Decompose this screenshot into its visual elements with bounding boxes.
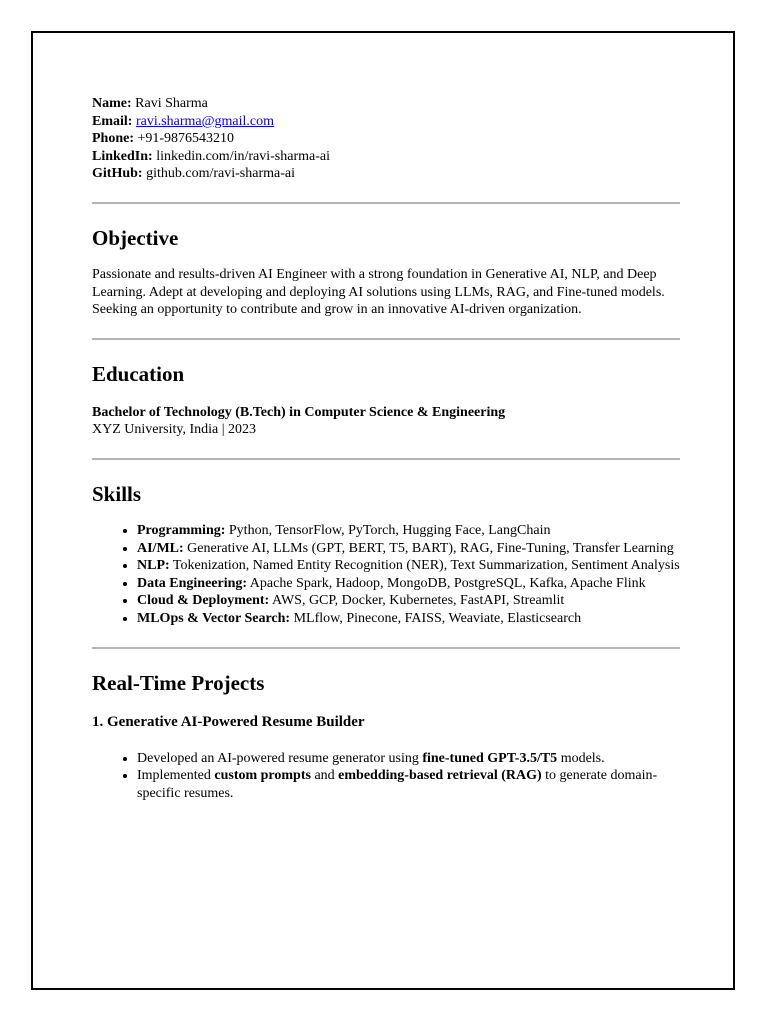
contact-name bbox=[92, 95, 680, 113]
resume-content bbox=[92, 95, 680, 802]
skill-text: Python, TensorFlow, PyTorch, Hugging Face, LangChain bbox=[225, 522, 551, 538]
contact-github bbox=[92, 165, 680, 183]
skill-item bbox=[137, 557, 680, 575]
project-bullet bbox=[137, 767, 680, 802]
skill-label: Data Engineering: bbox=[137, 575, 248, 591]
skill-label: NLP: bbox=[137, 558, 170, 574]
education-degree: Bachelor of Technology (B.Tech) in Computer Science & Engineering bbox=[92, 404, 506, 420]
education-details: XYZ University, India | 2023 bbox=[92, 422, 257, 438]
divider bbox=[92, 202, 680, 204]
skill-text: AWS, GCP, Docker, Kubernetes, FastAPI, Streamlit bbox=[269, 593, 565, 609]
contact-phone bbox=[92, 130, 680, 148]
skill-item bbox=[137, 592, 680, 610]
resume-page bbox=[31, 31, 735, 990]
education-section bbox=[92, 361, 680, 439]
contact-linkedin bbox=[92, 148, 680, 166]
phone-label: Phone: bbox=[92, 131, 134, 147]
skill-label: Programming: bbox=[137, 522, 226, 538]
name-value: Ravi Sharma bbox=[135, 96, 208, 111]
contact-email bbox=[92, 113, 680, 131]
projects-section bbox=[92, 670, 680, 803]
bullet-text: to generate domain-specific resumes. bbox=[137, 768, 658, 801]
skill-label: MLOps & Vector Search: bbox=[137, 610, 291, 626]
linkedin-value: linkedin.com/in/ravi-sharma-ai bbox=[156, 148, 330, 164]
project-bullet bbox=[137, 750, 680, 768]
objective-text: Passionate and results-driven AI Engineer with a strong foundation in Generative AI, NLP, and Deep Learning. Adept at developing and deploying AI solutions using LLMs, RAG, and Fine-tuned models. Seeking an opportunity to contribute and grow in an innovative AI-driven organization. bbox=[92, 266, 665, 318]
bullet-text: Implemented bbox=[137, 768, 215, 784]
objective-heading: Objective bbox=[92, 225, 179, 250]
skill-item bbox=[137, 522, 680, 540]
divider bbox=[92, 338, 680, 340]
skill-item bbox=[137, 540, 680, 558]
education-heading: Education bbox=[92, 361, 185, 386]
project-bullets bbox=[92, 750, 680, 803]
divider bbox=[92, 458, 680, 460]
skill-text: Tokenization, Named Entity Recognition (NER), Text Summarization, Sentiment Analysis bbox=[169, 558, 680, 574]
objective-section bbox=[92, 225, 680, 319]
bullet-text: models. bbox=[557, 750, 605, 766]
github-value: github.com/ravi-sharma-ai bbox=[146, 166, 295, 182]
skills-list bbox=[92, 522, 680, 628]
bullet-text: Developed an AI-powered resume generator using bbox=[137, 750, 423, 766]
skills-section bbox=[92, 481, 680, 628]
project-title: 1. Generative AI-Powered Resume Builder bbox=[92, 713, 365, 730]
skill-text: Apache Spark, Hadoop, MongoDB, PostgreSQL, Kafka, Apache Flink bbox=[247, 575, 646, 591]
phone-value: +91-9876543210 bbox=[137, 131, 235, 147]
bullet-emphasis: fine-tuned GPT-3.5/T5 bbox=[422, 750, 558, 766]
github-label: GitHub: bbox=[92, 166, 143, 182]
bullet-emphasis: embedding-based retrieval (RAG) bbox=[338, 768, 542, 784]
email-label: Email: bbox=[92, 113, 133, 129]
divider bbox=[92, 647, 680, 649]
skill-text: MLflow, Pinecone, FAISS, Weaviate, Elasticsearch bbox=[290, 610, 582, 626]
skills-heading: Skills bbox=[92, 481, 142, 506]
skill-label: AI/ML: bbox=[137, 540, 184, 556]
linkedin-label: LinkedIn: bbox=[92, 148, 153, 164]
projects-heading: Real-Time Projects bbox=[92, 670, 265, 695]
bullet-emphasis: custom prompts bbox=[214, 768, 311, 784]
skill-label: Cloud & Deployment: bbox=[137, 593, 270, 609]
skill-item bbox=[137, 575, 680, 593]
skill-item bbox=[137, 610, 680, 628]
email-link[interactable]: ravi.sharma@gmail.com bbox=[135, 113, 275, 129]
name-label: Name: bbox=[92, 96, 132, 111]
skill-text: Generative AI, LLMs (GPT, BERT, T5, BART), RAG, Fine-Tuning, Transfer Learning bbox=[183, 540, 674, 556]
bullet-text: and bbox=[310, 768, 339, 784]
contact-block bbox=[92, 95, 680, 183]
